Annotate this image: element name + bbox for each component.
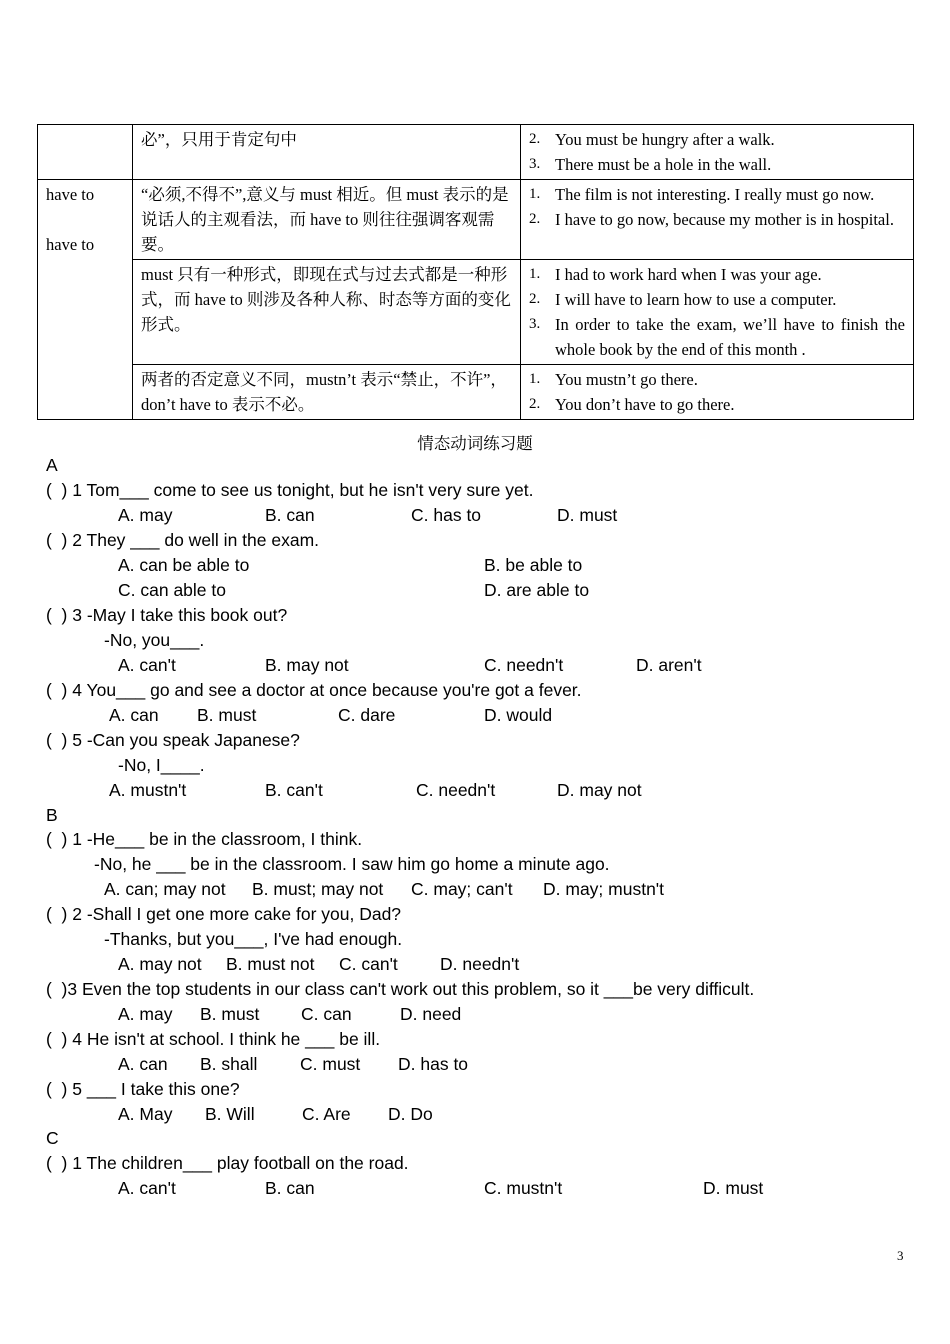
question-text: ( ) 1 -He___ be in the classroom, I think. [46, 829, 363, 849]
question-text: ( )3 Even the top students in our class can't work out this problem, so it ___be very difficult. [46, 979, 755, 999]
example-item: 1. I had to work hard when I was your age. [529, 265, 822, 284]
example-item: 3. In order to take the exam, we’ll have to finish the whole book by the end of this month . [529, 315, 905, 359]
option: A. may [118, 505, 173, 525]
option: B. shall [200, 1054, 258, 1074]
term-label: have to [46, 185, 95, 204]
response-text: -No, he ___ be in the classroom. I saw him go home a minute ago. [94, 854, 610, 874]
option: A. can [109, 705, 159, 725]
option: D. may; mustn't [543, 879, 665, 899]
description-text: 两者的否定意义不同，mustn’t 表示“禁止，不许”，don’t have to 表示不必。 [141, 370, 507, 414]
table-row [38, 260, 914, 365]
option: D. may not [557, 780, 642, 800]
table-row [38, 180, 914, 260]
examples-cell [521, 365, 914, 420]
option: A. mustn't [109, 780, 187, 800]
option: C. can [301, 1004, 352, 1024]
option: C. has to [411, 505, 482, 525]
option: B. must [200, 1004, 260, 1024]
grammar-table [37, 124, 914, 420]
question-text: ( ) 5 -Can you speak Japanese? [46, 730, 300, 750]
exercise-title: 情态动词练习题 [417, 434, 533, 453]
option: D. aren't [636, 655, 702, 675]
example-item: 3. There must be a hole in the wall. [529, 155, 772, 174]
option: C. mustn't [484, 1178, 563, 1198]
option: B. must not [226, 954, 315, 974]
option: B. can [265, 505, 315, 525]
question-text: ( ) 2 -Shall I get one more cake for you, Dad? [46, 904, 402, 924]
option: B. must [197, 705, 257, 725]
question-text: ( ) 4 You___ go and see a doctor at once because you're got a fever. [46, 680, 582, 700]
option: D. Do [388, 1104, 433, 1124]
option: C. needn't [484, 655, 564, 675]
response-text: -Thanks, but you___, I've had enough. [104, 929, 403, 949]
description-text: “必须,不得不”,意义与 must 相近。但 must 表示的是说话人的主观看法，而 have to 则往往强调客观需要。 [141, 185, 509, 254]
option: B. be able to [484, 555, 583, 575]
option: C. can able to [118, 580, 226, 600]
section-heading: A [46, 455, 58, 475]
option: B. can [265, 1178, 315, 1198]
option: A. may [118, 1004, 173, 1024]
question-text: ( ) 3 -May I take this book out? [46, 605, 288, 625]
section-heading: B [46, 805, 58, 825]
option: B. must; may not [252, 879, 384, 899]
description-cell [133, 125, 521, 180]
option: C. may; can't [411, 879, 513, 899]
term-cell [38, 125, 133, 180]
option: A. can [118, 1054, 168, 1074]
option: C. can't [339, 954, 398, 974]
option: A. May [118, 1104, 173, 1124]
example-item: 2. You don’t have to go there. [529, 395, 735, 414]
option: A. can't [118, 1178, 176, 1198]
example-item: 1. You mustn’t go there. [529, 370, 698, 389]
response-text: -No, I____. [118, 755, 205, 775]
examples-cell [521, 260, 914, 365]
option: B. Will [205, 1104, 255, 1124]
option: B. may not [265, 655, 349, 675]
option: D. needn't [440, 954, 520, 974]
option: C. must [300, 1054, 361, 1074]
option: B. can't [265, 780, 323, 800]
option: C. Are [302, 1104, 351, 1124]
description-cell [133, 260, 521, 365]
response-text: -No, you___. [104, 630, 205, 650]
table-row [38, 125, 914, 180]
option: D. must [557, 505, 618, 525]
question-text: ( ) 2 They ___ do well in the exam. [46, 530, 320, 550]
section-heading: C [46, 1128, 59, 1148]
option: C. dare [338, 705, 396, 725]
page-number: 3 [897, 1248, 904, 1263]
option: D. would [484, 705, 553, 725]
example-item: 2. You must be hungry after a walk. [529, 130, 775, 149]
option: D. must [703, 1178, 764, 1198]
example-item: 1. The film is not interesting. I really must go now. [529, 185, 875, 204]
option: A. may not [118, 954, 202, 974]
table-row [38, 365, 914, 420]
description-text: must 只有一种形式，即现在式与过去式都是一种形式，而 have to 则涉及各种人称、时态等方面的变化形式。 [141, 265, 511, 334]
description-text: 必”，只用于肯定句中 [141, 130, 297, 149]
option: C. needn't [416, 780, 496, 800]
option: D. are able to [484, 580, 590, 600]
option: A. can be able to [118, 555, 250, 575]
option: D. has to [398, 1054, 469, 1074]
question-text: ( ) 1 The children___ play football on the road. [46, 1153, 409, 1173]
example-item: 2. I have to go now, because my mother is in hospital. [529, 210, 894, 229]
examples-cell [521, 180, 914, 260]
option: D. need [400, 1004, 462, 1024]
description-cell [133, 365, 521, 420]
example-item: 2. I will have to learn how to use a computer. [529, 290, 837, 309]
term-cell [38, 180, 133, 420]
option: A. can't [118, 655, 176, 675]
question-text: ( ) 5 ___ I take this one? [46, 1079, 240, 1099]
term-label: have to [46, 235, 95, 254]
question-text: ( ) 4 He isn't at school. I think he ___ be ill. [46, 1029, 381, 1049]
option: A. can; may not [104, 879, 226, 899]
examples-cell [521, 125, 914, 180]
description-cell [133, 180, 521, 260]
question-text: ( ) 1 Tom___ come to see us tonight, but he isn't very sure yet. [46, 480, 534, 500]
